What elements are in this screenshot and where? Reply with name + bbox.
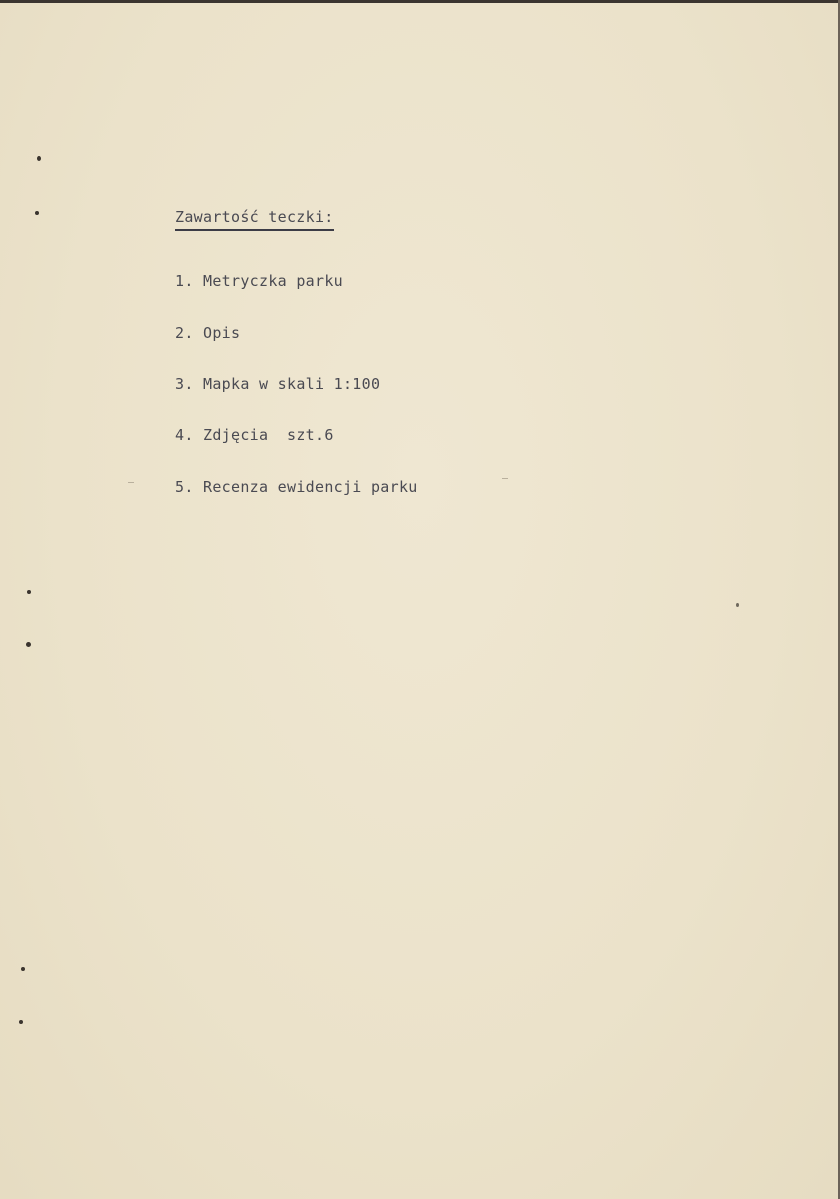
item-text: Recenza ewidencji parku [203,478,418,496]
list-item [175,324,240,342]
item-number: 2. [175,324,194,342]
item-number: 3. [175,375,194,393]
binder-mark [35,211,39,215]
binder-mark [27,590,31,594]
item-number: 1. [175,272,194,290]
binder-mark [21,967,25,971]
list-item [175,272,343,290]
page-top-edge [0,0,840,3]
item-number: 5. [175,478,194,496]
item-text: Opis [203,324,241,342]
item-text: Zdjęcia szt.6 [203,426,334,444]
list-item [175,375,380,393]
item-number: 4. [175,426,194,444]
list-item [175,426,334,444]
list-item [175,478,418,496]
paper-speck [736,603,739,607]
binder-mark [19,1020,23,1024]
item-text: Mapka w skali 1:100 [203,375,381,393]
binder-mark [37,156,41,161]
contents-heading: Zawartość teczki: [175,208,334,231]
binder-mark [26,642,31,647]
item-text: Metryczka parku [203,272,343,290]
paper-speck [128,482,134,483]
paper-speck [502,478,508,479]
